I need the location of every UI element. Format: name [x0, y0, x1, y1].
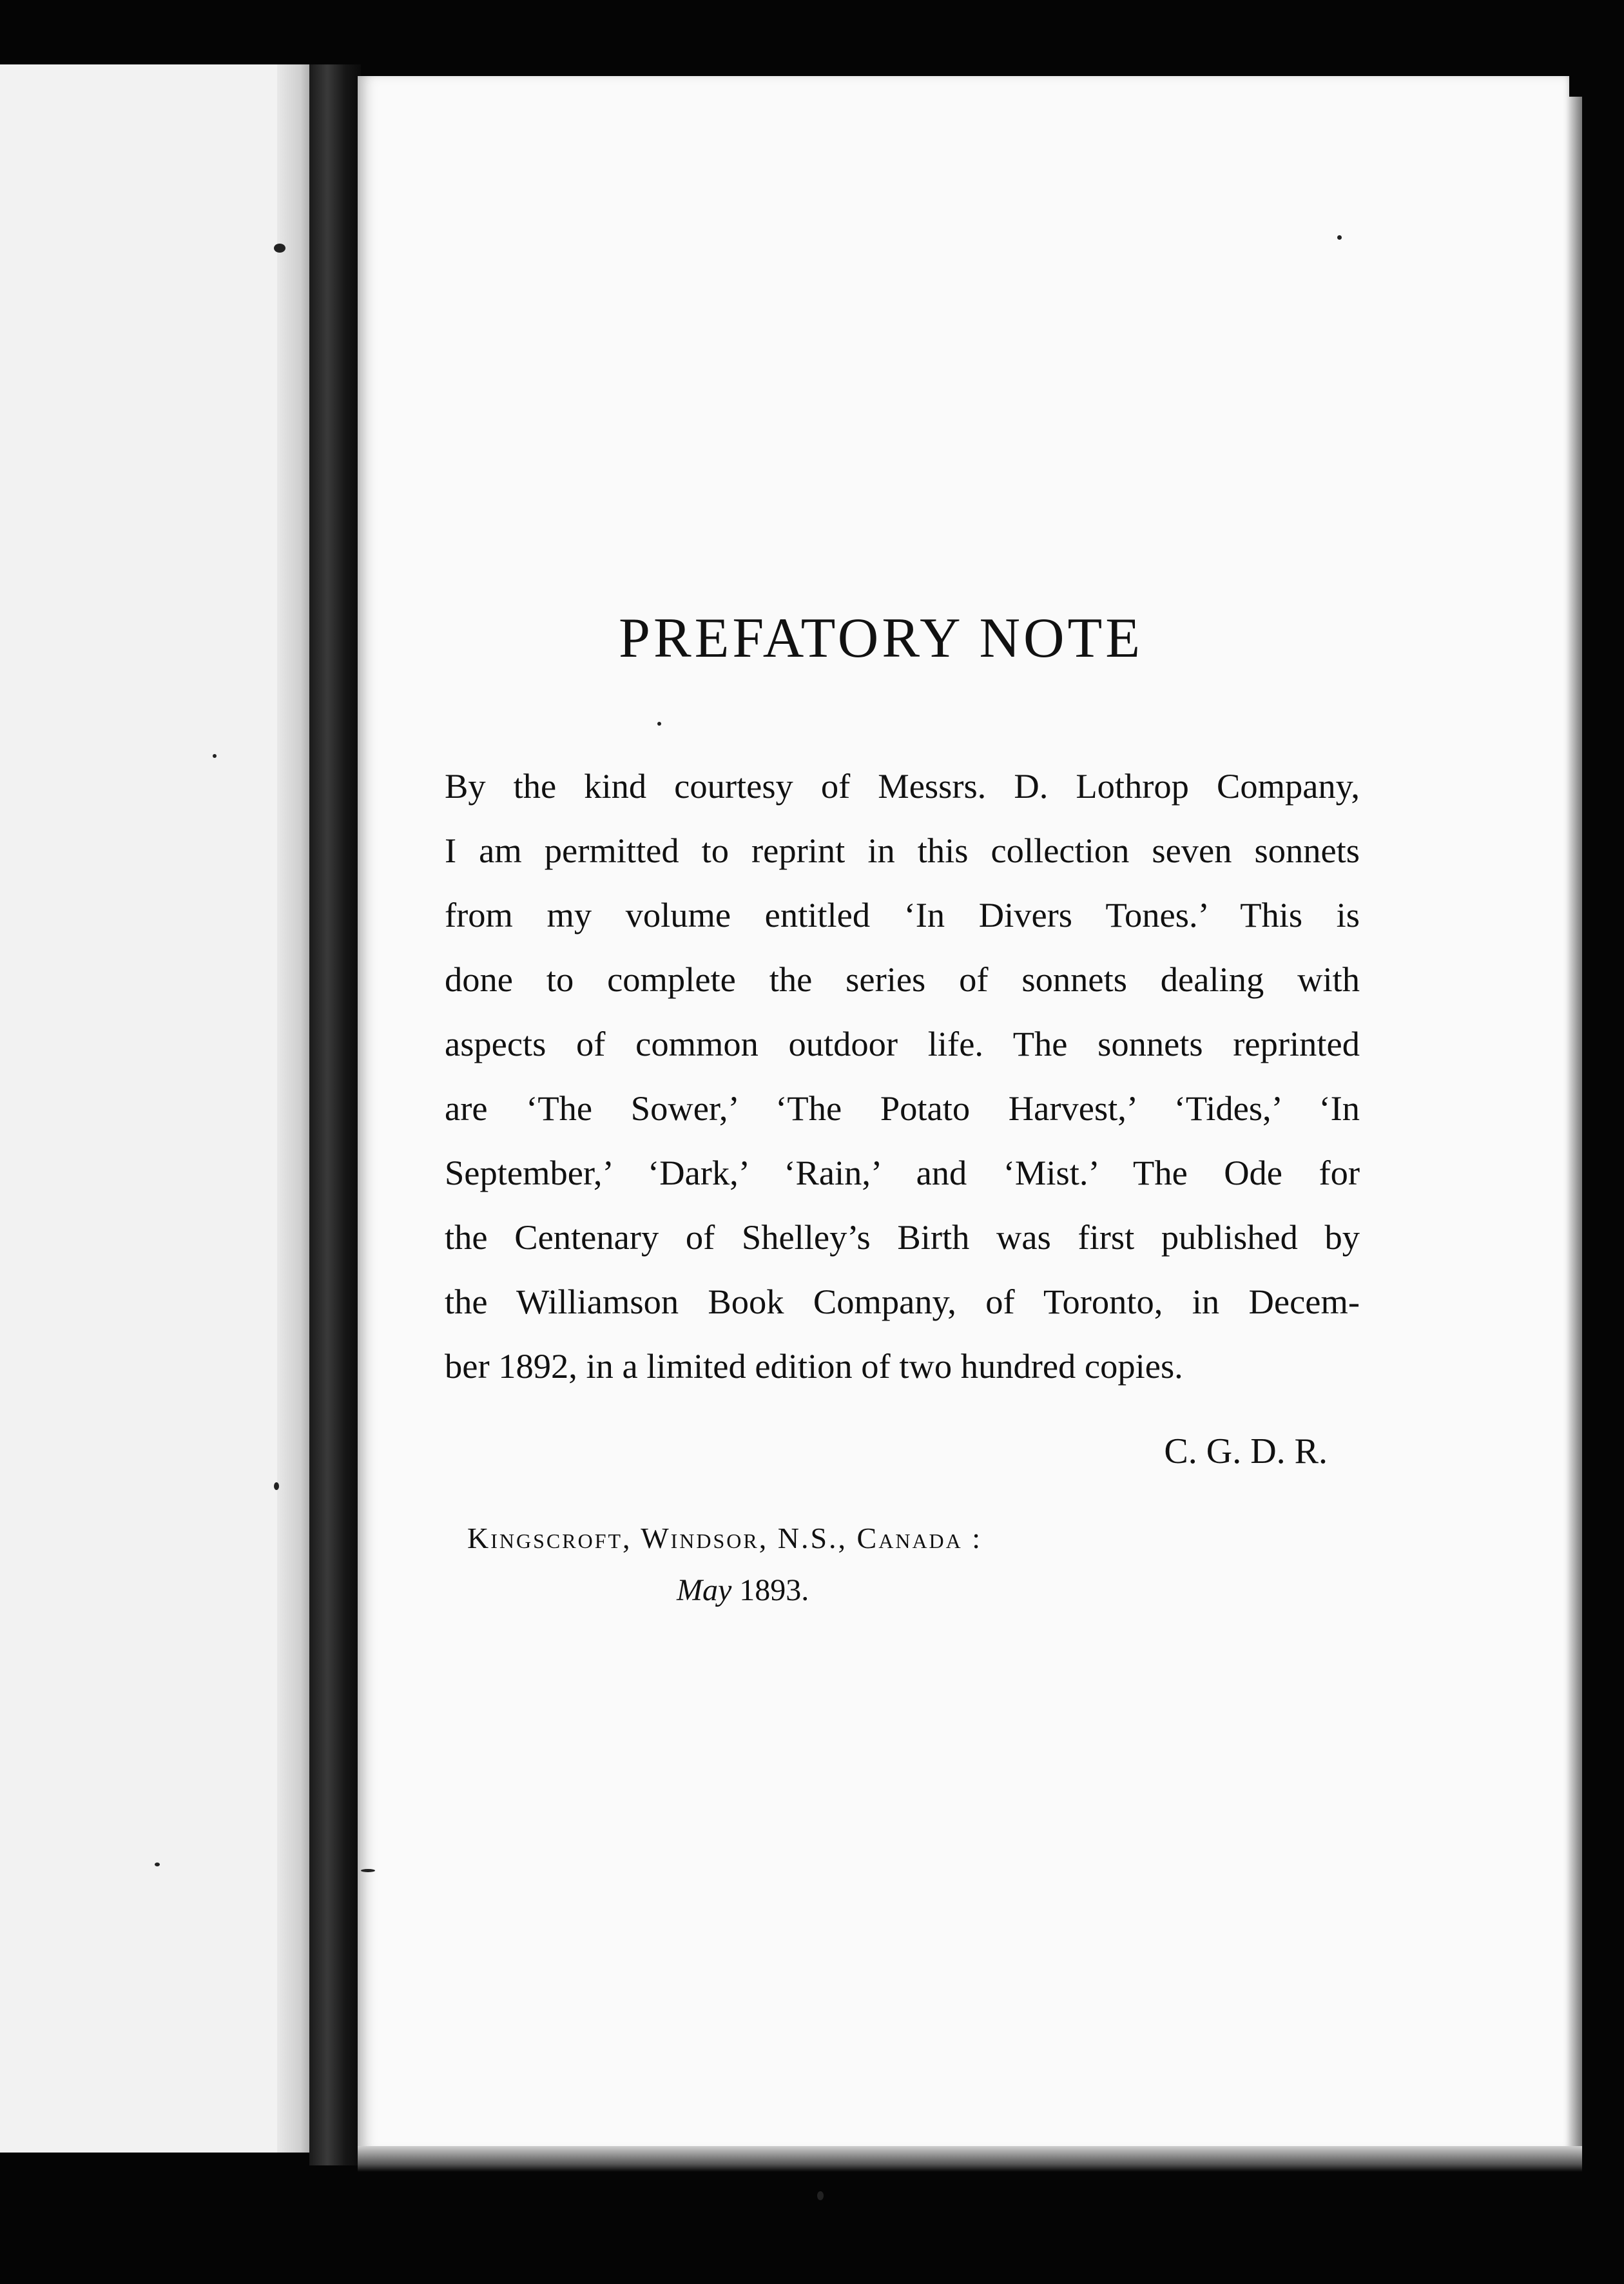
- paragraph-line: aspects of common outdoor life. The sonnets reprinted: [445, 1024, 1360, 1063]
- right-page-edge: [1569, 97, 1582, 2159]
- paragraph-line: ber 1892, in a limited edition of two hundred copies.: [445, 1346, 1183, 1386]
- place-line: Kingscroft, Windsor, N.S., Canada :: [467, 1522, 983, 1554]
- date-month: May: [677, 1573, 732, 1607]
- paragraph-line: done to complete the series of sonnets dealing with: [445, 960, 1360, 999]
- paragraph-line: the Centenary of Shelley’s Birth was first published by: [445, 1217, 1360, 1257]
- paragraph-line: the Williamson Book Company, of Toronto, in Decem-: [445, 1282, 1360, 1321]
- paragraph-line: from my volume entitled ‘In Divers Tones.’ This is: [445, 895, 1360, 934]
- paper-speck: [213, 754, 217, 758]
- date-year: 1893.: [739, 1573, 809, 1607]
- paragraph-line: I am permitted to reprint in this collection seven sonnets: [445, 831, 1360, 870]
- paragraph-line: are ‘The Sower,’ ‘The Potato Harvest,’ ‘Tides,’ ‘In: [445, 1089, 1360, 1128]
- paper-speck: [361, 1869, 375, 1872]
- paper-speck: [1337, 235, 1342, 240]
- page-title: PREFATORY NOTE: [619, 607, 1144, 670]
- date-line: [677, 1573, 934, 1608]
- paper-speck: [657, 722, 661, 726]
- bottom-page-edge: [358, 2146, 1582, 2172]
- paper-speck: [817, 2191, 824, 2200]
- left-facing-page: [0, 64, 311, 2153]
- paper-speck: [274, 244, 285, 253]
- paper-speck: [155, 1863, 160, 1866]
- paragraph-line: September,’ ‘Dark,’ ‘Rain,’ and ‘Mist.’ The Ode for: [445, 1153, 1360, 1192]
- book-gutter: [309, 64, 361, 2165]
- signature-initials: C. G. D. R.: [1164, 1431, 1328, 1471]
- paragraph-line: By the kind courtesy of Messrs. D. Lothrop Company,: [445, 766, 1360, 806]
- prefatory-paragraph: [445, 754, 1360, 1398]
- paper-speck: [274, 1482, 279, 1490]
